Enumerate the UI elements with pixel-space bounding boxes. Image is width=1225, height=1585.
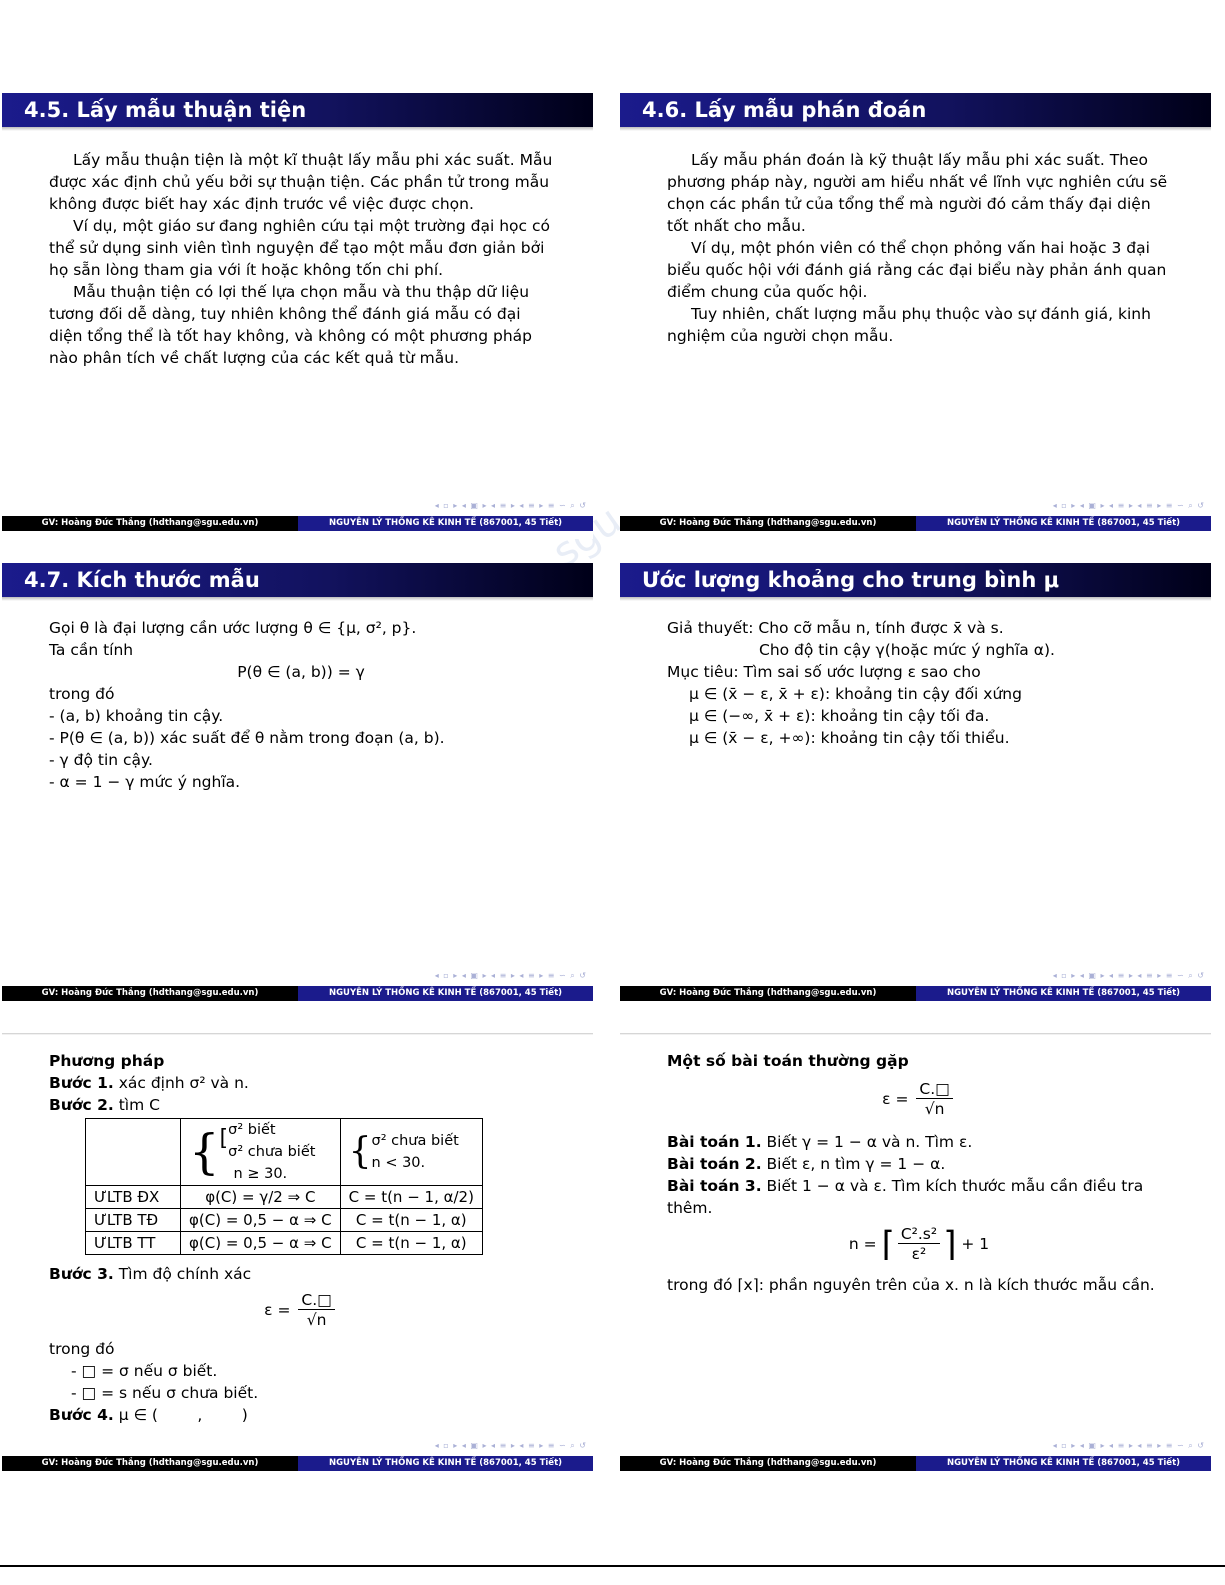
footer-author: GV: Hoàng Đức Thắng (hdthang@sgu.edu.vn) [620, 986, 916, 1001]
problem-line [667, 1175, 1171, 1219]
title-shadow [620, 127, 1211, 131]
text-line: Gọi θ là đại lượng cần ước lượng θ ∈ {μ, σ², p}. [49, 619, 417, 637]
formula-numerator: C.□ [298, 1291, 334, 1310]
footer-author: GV: Hoàng Đức Thắng (hdthang@sgu.edu.vn) [2, 986, 298, 1001]
formula-lhs: n = [848, 1235, 877, 1253]
step-text: tìm C [113, 1096, 160, 1114]
footer-author: GV: Hoàng Đức Thắng (hdthang@sgu.edu.vn) [2, 516, 298, 531]
paragraph: Lấy mẫu thuận tiện là một kĩ thuật lấy mẫu phi xác suất. Mẫu được xác định chủ yếu bởi sự thuận tiện. Các phần tử trong mẫu không được biết hay xác định trước về việc được chọn. [49, 151, 553, 213]
slide-mean-interval [620, 563, 1211, 1009]
text-line: μ ∈ (x̄ − ε, +∞): khoảng tin cậy tối thiểu. [689, 729, 1010, 747]
formula-rhs: + 1 [961, 1235, 990, 1253]
footer-course: NGUYÊN LÝ THỐNG KÊ KINH TẾ (867001, 45 Tiết) [298, 986, 593, 1001]
step-text: Tìm độ chính xác [113, 1265, 252, 1283]
problem-text: Biết ε, n tìm γ = 1 − α. [761, 1155, 946, 1173]
footer-course: NGUYÊN LÝ THỐNG KÊ KINH TẾ (867001, 45 Tiết) [298, 1456, 593, 1471]
step-line [49, 1404, 553, 1426]
footer-course: NGUYÊN LÝ THỐNG KÊ KINH TẾ (867001, 45 Tiết) [916, 1456, 1211, 1471]
step-label: Bước 2. [49, 1096, 114, 1114]
title-shadow [620, 597, 1211, 601]
slide-top-rule [620, 1033, 1211, 1035]
equation: P(θ ∈ (a, b)) = γ [237, 663, 365, 681]
table-header-row [86, 1119, 483, 1186]
epsilon-formula [49, 1291, 553, 1330]
text-line: - γ độ tin cậy. [49, 751, 153, 769]
table-header-cell: {[ σ² biết σ² chưa biết n ≥ 30. [181, 1119, 341, 1186]
problem-text: Biết γ = 1 − α và n. Tìm ε. [761, 1133, 973, 1151]
condition: σ² biết [228, 1122, 276, 1138]
slide-common-problems [620, 1033, 1211, 1479]
table-cell: φ(C) = 0,5 − α ⇒ C [181, 1209, 341, 1232]
slide-footer [2, 516, 593, 531]
formula-denominator: √n [924, 1100, 945, 1118]
text-line: - α = 1 − γ mức ý nghĩa. [49, 773, 241, 791]
table-header-cell: { σ² chưa biết n < 30. [340, 1119, 482, 1186]
problem-line [667, 1131, 1171, 1153]
formula-numerator: C.□ [916, 1080, 952, 1099]
section-heading: Một số bài toán thường gặp [667, 1052, 909, 1070]
step-label: Bước 4. [49, 1406, 114, 1424]
slide-body [49, 149, 553, 369]
slide-title: 4.6. Lấy mẫu phán đoán [620, 93, 1211, 127]
text-line: Giả thuyết: Cho cỡ mẫu n, tính được x̄ và s. [667, 619, 1004, 637]
table-row [86, 1209, 483, 1232]
step-text: μ ∈ ( , ) [113, 1406, 248, 1424]
slide-footer [620, 1456, 1211, 1471]
paragraph: Ví dụ, một phón viên có thể chọn phỏng vấn hai hoặc 3 đại biểu quốc hội với đánh giá rằng các đại biểu này phản ánh quan điểm chung của quốc hội. [667, 239, 1167, 301]
slide-body [667, 617, 1171, 749]
step-line [49, 1094, 553, 1116]
slide-title: Ước lượng khoảng cho trung bình μ [620, 563, 1211, 597]
condition: n < 30. [371, 1155, 426, 1171]
formula-denominator: √n [306, 1311, 327, 1329]
text-line: - □ = s nếu σ chưa biết. [71, 1384, 259, 1402]
table-cell: φ(C) = 0,5 − α ⇒ C [181, 1232, 341, 1255]
beamer-nav-icons[interactable]: ◂ ▫ ▸ ◂ ▣ ▸ ◂ ≡ ▸ ◂ ≡ ▸ ≡ ∽ ⌕ ↺ [434, 501, 587, 510]
text-line: trong đó ⌈x⌉: phần nguyên trên của x. n là kích thước mẫu cần. [667, 1276, 1155, 1294]
slide-4-7 [2, 563, 593, 1009]
footer-author: GV: Hoàng Đức Thắng (hdthang@sgu.edu.vn) [2, 1456, 298, 1471]
text-line: trong đó [49, 685, 115, 703]
formula-lhs: ε = [264, 1301, 291, 1319]
method-table [85, 1118, 483, 1255]
slide-title: 4.5. Lấy mẫu thuận tiện [2, 93, 593, 127]
formula-denominator: ε² [911, 1245, 927, 1263]
table-cell: φ(C) = γ/2 ⇒ C [181, 1186, 341, 1209]
table-cell: ƯLTB ĐX [86, 1186, 181, 1209]
slide-body [49, 617, 553, 793]
condition: σ² chưa biết [228, 1144, 316, 1160]
text-line: Ta cần tính [49, 641, 134, 659]
condition: n ≥ 30. [233, 1166, 288, 1182]
footer-course: NGUYÊN LÝ THỐNG KÊ KINH TẾ (867001, 45 Tiết) [916, 516, 1211, 531]
slide-body [667, 149, 1171, 347]
text-line: Mục tiêu: Tìm sai số ước lượng ε sao cho [667, 663, 981, 681]
text-line: μ ∈ (x̄ − ε, x̄ + ε): khoảng tin cậy đối xứng [689, 685, 1022, 703]
text-line: μ ∈ (−∞, x̄ + ε): khoảng tin cậy tối đa. [689, 707, 990, 725]
slide-footer [620, 986, 1211, 1001]
problem-label: Bài toán 1. [667, 1133, 762, 1151]
slide-body [667, 1050, 1171, 1296]
beamer-nav-icons[interactable]: ◂ ▫ ▸ ◂ ▣ ▸ ◂ ≡ ▸ ◂ ≡ ▸ ≡ ∽ ⌕ ↺ [1052, 1441, 1205, 1450]
text-line: - □ = σ nếu σ biết. [71, 1362, 218, 1380]
footer-author: GV: Hoàng Đức Thắng (hdthang@sgu.edu.vn) [620, 516, 916, 531]
table-cell: C = t(n − 1, α) [340, 1209, 482, 1232]
problem-label: Bài toán 2. [667, 1155, 762, 1173]
table-cell: C = t(n − 1, α) [340, 1232, 482, 1255]
beamer-nav-icons[interactable]: ◂ ▫ ▸ ◂ ▣ ▸ ◂ ≡ ▸ ◂ ≡ ▸ ≡ ∽ ⌕ ↺ [1052, 501, 1205, 510]
paragraph: Lấy mẫu phán đoán là kỹ thuật lấy mẫu phi xác suất. Theo phương pháp này, người am hiểu nhất về lĩnh vực nghiên cứu sẽ chọn các phần tử của tổng thể mà người đó cảm thấy đại diện tốt nhất cho mẫu. [667, 151, 1168, 235]
slide-method [2, 1033, 593, 1479]
problem-line [667, 1153, 1171, 1175]
beamer-nav-icons[interactable]: ◂ ▫ ▸ ◂ ▣ ▸ ◂ ≡ ▸ ◂ ≡ ▸ ≡ ∽ ⌕ ↺ [434, 1441, 587, 1450]
slide-title: 4.7. Kích thước mẫu [2, 563, 593, 597]
table-cell [86, 1119, 181, 1186]
text-line: - (a, b) khoảng tin cậy. [49, 707, 224, 725]
text-line: trong đó [49, 1340, 115, 1358]
table-row [86, 1232, 483, 1255]
formula-numerator: C².s² [898, 1225, 940, 1244]
text-line: - P(θ ∈ (a, b)) xác suất để θ nằm trong đoạn (a, b). [49, 729, 445, 747]
slide-top-rule [2, 1033, 593, 1035]
step-label: Bước 1. [49, 1074, 114, 1092]
paragraph: Mẫu thuận tiện có lợi thế lựa chọn mẫu và thu thập dữ liệu tương đối dễ dàng, tuy nhiên không thể đánh giá mẫu có đại diện tổng thể là tốt hay không, và không có một phương pháp nào phân tích về chất lượng của các kết quả từ mẫu. [49, 283, 533, 367]
paragraph: Ví dụ, một giáo sư đang nghiên cứu tại một trường đại học có thể sử dụng sinh viên tình nguyện để tạo một mẫu đơn giản bởi họ sẵn lòng tham gia với ít hoặc không tốn chi phí. [49, 217, 550, 279]
step-label: Bước 3. [49, 1265, 114, 1283]
footer-course: NGUYÊN LÝ THỐNG KÊ KINH TẾ (867001, 45 Tiết) [916, 986, 1211, 1001]
page-bottom-rule [0, 1565, 1225, 1567]
step-text: xác định σ² và n. [113, 1074, 249, 1092]
footer-course: NGUYÊN LÝ THỐNG KÊ KINH TẾ (867001, 45 Tiết) [298, 516, 593, 531]
table-cell: ƯLTB TT [86, 1232, 181, 1255]
table-row [86, 1186, 483, 1209]
table-cell: C = t(n − 1, α/2) [340, 1186, 482, 1209]
formula-lhs: ε = [882, 1090, 909, 1108]
footer-author: GV: Hoàng Đức Thắng (hdthang@sgu.edu.vn) [620, 1456, 916, 1471]
slide-footer [2, 1456, 593, 1471]
epsilon-formula [667, 1080, 1171, 1119]
slide-footer [2, 986, 593, 1001]
slide-4-5 [2, 93, 593, 539]
title-shadow [2, 597, 593, 601]
title-shadow [2, 127, 593, 131]
text-line: Cho độ tin cậy γ(hoặc mức ý nghĩa α). [759, 641, 1055, 659]
sample-size-formula: n = ⌈ $\frac{\text{C².s²}}{\text{ε²}}$ ⌉ + 1 [848, 1224, 990, 1265]
slide-footer [620, 516, 1211, 531]
condition: σ² chưa biết [371, 1133, 459, 1149]
slide-body [49, 1050, 553, 1426]
beamer-nav-icons[interactable]: ◂ ▫ ▸ ◂ ▣ ▸ ◂ ≡ ▸ ◂ ≡ ▸ ≡ ∽ ⌕ ↺ [1052, 971, 1205, 980]
problem-text: Biết 1 − α và ε. Tìm kích thước mẫu cần điều tra thêm. [667, 1177, 1144, 1217]
step-line [49, 1263, 553, 1285]
section-heading: Phương pháp [49, 1052, 165, 1070]
problem-label: Bài toán 3. [667, 1177, 762, 1195]
slide-4-6 [620, 93, 1211, 539]
beamer-nav-icons[interactable]: ◂ ▫ ▸ ◂ ▣ ▸ ◂ ≡ ▸ ◂ ≡ ▸ ≡ ∽ ⌕ ↺ [434, 971, 587, 980]
step-line [49, 1072, 553, 1094]
paragraph: Tuy nhiên, chất lượng mẫu phụ thuộc vào sự đánh giá, kinh nghiệm của người chọn mẫu. [667, 305, 1151, 345]
table-cell: ƯLTB TĐ [86, 1209, 181, 1232]
